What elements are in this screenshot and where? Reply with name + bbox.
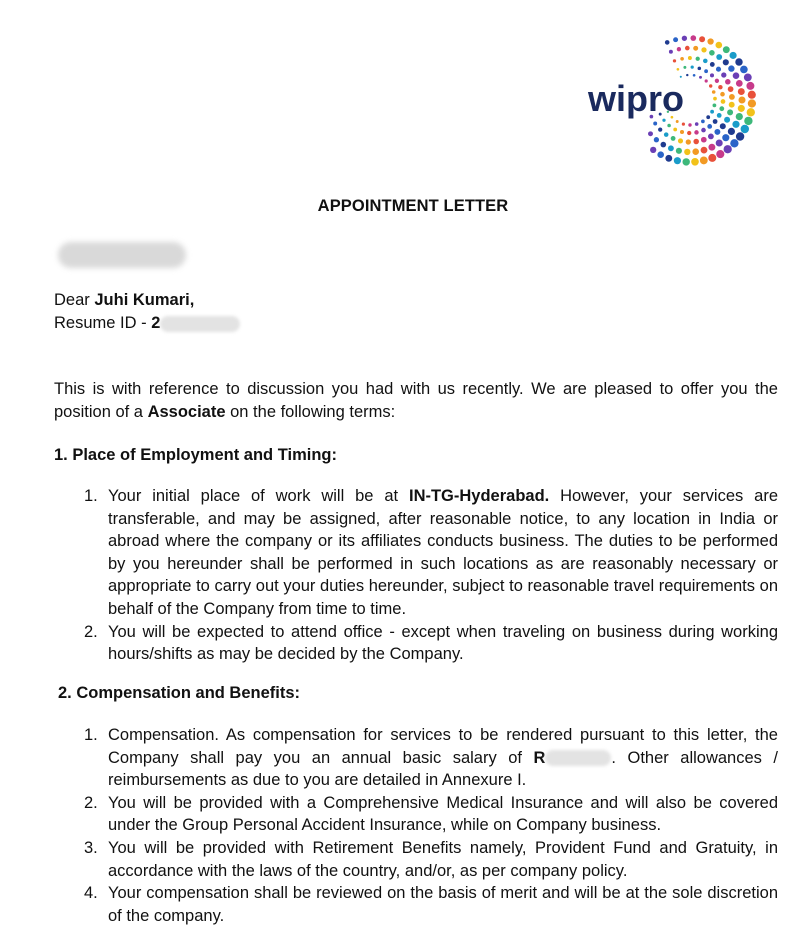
logo-dot xyxy=(722,134,729,141)
logo-dot xyxy=(728,65,734,71)
resume-id-line xyxy=(54,312,240,335)
logo-dot xyxy=(682,36,687,41)
logo-dot xyxy=(701,128,706,133)
logo-dot xyxy=(709,84,712,87)
logo-dot xyxy=(746,82,754,90)
list-number: 1. xyxy=(84,487,98,505)
logo-dot xyxy=(708,133,714,139)
logo-dot xyxy=(678,138,683,143)
logo-dot xyxy=(720,92,725,97)
logo-dot xyxy=(736,132,744,140)
list-item xyxy=(84,792,778,837)
logo-dot xyxy=(716,67,721,72)
logo-dot xyxy=(713,119,718,124)
logo-dot xyxy=(713,97,717,101)
logo-dot xyxy=(716,42,723,49)
wipro-logo xyxy=(580,32,760,172)
logo-dot xyxy=(748,99,756,107)
logo-dot xyxy=(724,117,730,123)
logo-dot xyxy=(723,46,730,53)
logo-dot xyxy=(736,113,743,120)
logo-dot xyxy=(732,121,739,128)
logo-dot xyxy=(657,151,664,158)
logo-dot xyxy=(727,109,733,115)
logo-dot xyxy=(680,130,684,134)
logo-dot xyxy=(710,73,714,77)
logo-dot xyxy=(669,50,673,54)
logo-dot xyxy=(694,130,698,134)
logo-dot xyxy=(691,158,699,166)
list-item xyxy=(84,621,778,666)
logo-dot xyxy=(708,144,715,151)
item-text: You will be expected to attend office - except when traveling on business during working hours/shifts as may be decided by the Company. xyxy=(108,622,778,664)
candidate-name: Juhi Kumari, xyxy=(94,291,195,309)
logo-dot xyxy=(748,91,756,99)
logo-dot xyxy=(654,137,659,142)
logo-dot xyxy=(695,122,699,126)
logo-dot xyxy=(714,129,720,135)
logo-dot xyxy=(691,65,694,68)
logo-dot xyxy=(740,66,748,74)
redacted-salary xyxy=(545,750,611,766)
logo-dot xyxy=(729,102,735,108)
logo-dot xyxy=(733,72,740,79)
item-text-after: . Other allowances / reimbursements as due to you are detailed in Annexure I. xyxy=(108,748,778,790)
logo-dot xyxy=(741,125,749,133)
logo-dot xyxy=(730,52,737,59)
logo-dot xyxy=(704,69,708,73)
logo-dot xyxy=(687,131,691,135)
logo-dot xyxy=(729,94,735,100)
logo-dot xyxy=(744,73,752,81)
logo-dot xyxy=(661,142,667,148)
logo-dot xyxy=(720,123,726,129)
list-item xyxy=(84,485,778,621)
logo-dot xyxy=(686,139,691,144)
list-number: 4. xyxy=(84,884,98,903)
logo-dot xyxy=(698,67,702,71)
logo-dot xyxy=(716,139,723,146)
logo-dot xyxy=(673,59,676,62)
resume-id-label: Resume ID - xyxy=(54,314,147,332)
logo-dot xyxy=(685,46,690,51)
letter-title: APPOINTMENT LETTER xyxy=(317,197,509,215)
logo-dot xyxy=(662,119,665,122)
logo-dot xyxy=(710,62,715,67)
logo-dot xyxy=(676,148,682,154)
logo-dot xyxy=(716,150,724,158)
logo-dot xyxy=(719,106,724,111)
logo-dot xyxy=(686,74,688,76)
employment-terms-list xyxy=(84,485,778,666)
logo-dot xyxy=(684,149,690,155)
salutation-line xyxy=(54,289,240,312)
logo-dot xyxy=(701,137,707,143)
redacted-resume-id xyxy=(160,316,240,332)
logo-dot xyxy=(708,154,716,162)
item-text-before: Your initial place of work will be at xyxy=(108,487,409,505)
logo-dot xyxy=(665,155,672,162)
greeting-block xyxy=(54,289,240,335)
logo-dot xyxy=(713,104,717,108)
logo-dot xyxy=(668,145,674,151)
logo-dot xyxy=(716,54,722,60)
logo-dot xyxy=(653,122,657,126)
logo-dot xyxy=(683,66,686,69)
logo-wordmark: wipro xyxy=(588,78,684,119)
list-number: 2. xyxy=(84,622,98,641)
logo-dot xyxy=(696,57,700,61)
logo-dot xyxy=(712,90,716,94)
logo-dot xyxy=(724,145,732,153)
logo-dot xyxy=(688,123,691,126)
logo-dot xyxy=(721,99,726,104)
logo-dot xyxy=(674,157,681,164)
intro-text-before: This is with reference to discussion you had with us recently. We are pleased to offer you the position of a xyxy=(54,380,778,421)
logo-dot xyxy=(738,96,745,103)
logo-dot xyxy=(682,158,689,165)
item-text: You will be provided with a Comprehensive Medical Insurance and will also be covered under the Group Personal Accident Insurance, while on Company business. xyxy=(108,793,778,835)
logo-dot xyxy=(706,115,710,119)
logo-dot xyxy=(701,147,708,154)
logo-dot xyxy=(744,117,752,125)
section-heading-employment: 1. Place of Employment and Timing: xyxy=(54,446,337,464)
logo-dot xyxy=(665,40,670,45)
salutation: Dear xyxy=(54,291,90,309)
logo-dot xyxy=(736,80,743,87)
logo-dot xyxy=(677,47,681,51)
logo-dot xyxy=(680,57,684,61)
logo-dot xyxy=(648,131,653,136)
logo-dot xyxy=(676,120,679,123)
logo-dot xyxy=(728,86,734,92)
logo-dot xyxy=(671,136,676,141)
logo-dot xyxy=(715,79,719,83)
logo-dot xyxy=(728,128,735,135)
item-text-after: However, your services are transferable, and may be assigned, after reasonable notice, to any location in India or abroad where the company or its affiliates conducts business. The duties to be performed by you hereunder shall be performed in such locations as are reasonably necessary or appropriate to carry out your duties hereunder, subject to reasonable travel requirements on behalf of the Company from time to time. xyxy=(108,487,778,618)
logo-dot xyxy=(710,110,714,114)
logo-dot xyxy=(664,132,669,137)
item-text: Your compensation shall be reviewed on the basis of merit and will be at the sole discretion of the company. xyxy=(108,884,778,925)
logo-dot xyxy=(693,46,698,51)
resume-id-partial: 2 xyxy=(151,314,161,332)
list-number: 1. xyxy=(84,726,98,744)
logo-dot xyxy=(650,147,656,153)
logo-dot xyxy=(692,148,699,155)
logo-dot xyxy=(690,35,696,41)
logo-dot xyxy=(693,74,696,77)
logo-dot xyxy=(682,123,685,126)
logo-dot xyxy=(707,124,712,129)
intro-text-after: on the following terms: xyxy=(225,403,396,421)
logo-dot xyxy=(725,79,731,85)
logo-dot xyxy=(693,139,699,145)
logo-dot xyxy=(738,88,745,95)
logo-dot xyxy=(667,124,671,128)
wipro-logo-graphic xyxy=(580,32,760,172)
salary-prefix: R xyxy=(533,748,546,767)
intro-paragraph xyxy=(54,378,778,424)
logo-dot xyxy=(707,38,713,44)
logo-dot xyxy=(699,76,702,79)
logo-dot xyxy=(688,56,692,60)
logo-dot xyxy=(730,139,738,147)
logo-dot xyxy=(718,85,722,89)
list-number: 2. xyxy=(84,793,98,812)
logo-dot xyxy=(701,47,706,52)
logo-dot xyxy=(738,105,745,112)
list-item xyxy=(84,837,778,882)
logo-dot xyxy=(703,59,708,64)
item-text: You will be provided with Retirement Benefits namely, Provident Fund and Gratuity, in accordance with the laws of the country, and/or, as per company policy. xyxy=(108,838,778,880)
compensation-terms-list xyxy=(84,724,778,927)
logo-dot xyxy=(658,127,662,131)
logo-dot xyxy=(700,156,708,164)
list-item xyxy=(84,724,778,792)
redacted-date xyxy=(58,242,186,268)
logo-dot xyxy=(673,37,678,42)
logo-dot xyxy=(699,36,705,42)
position-title: Associate xyxy=(147,403,226,421)
section-heading-compensation: 2. Compensation and Benefits: xyxy=(58,684,301,702)
logo-dot xyxy=(673,128,677,132)
work-location: IN-TG-Hyderabad. xyxy=(408,487,550,505)
logo-dot xyxy=(709,50,715,56)
logo-dot xyxy=(735,58,742,65)
logo-dot xyxy=(677,68,680,71)
logo-dot xyxy=(705,79,708,82)
list-item xyxy=(84,882,778,927)
item-text-before: Compensation. As compensation for services to be rendered pursuant to this letter, the Company shall pay you an annual basic salary of xyxy=(108,726,778,767)
logo-dot xyxy=(747,108,755,116)
list-number: 3. xyxy=(84,838,98,857)
logo-dot xyxy=(723,59,729,65)
logo-dot xyxy=(701,120,705,124)
logo-dot xyxy=(717,113,722,118)
logo-dot xyxy=(721,72,726,77)
